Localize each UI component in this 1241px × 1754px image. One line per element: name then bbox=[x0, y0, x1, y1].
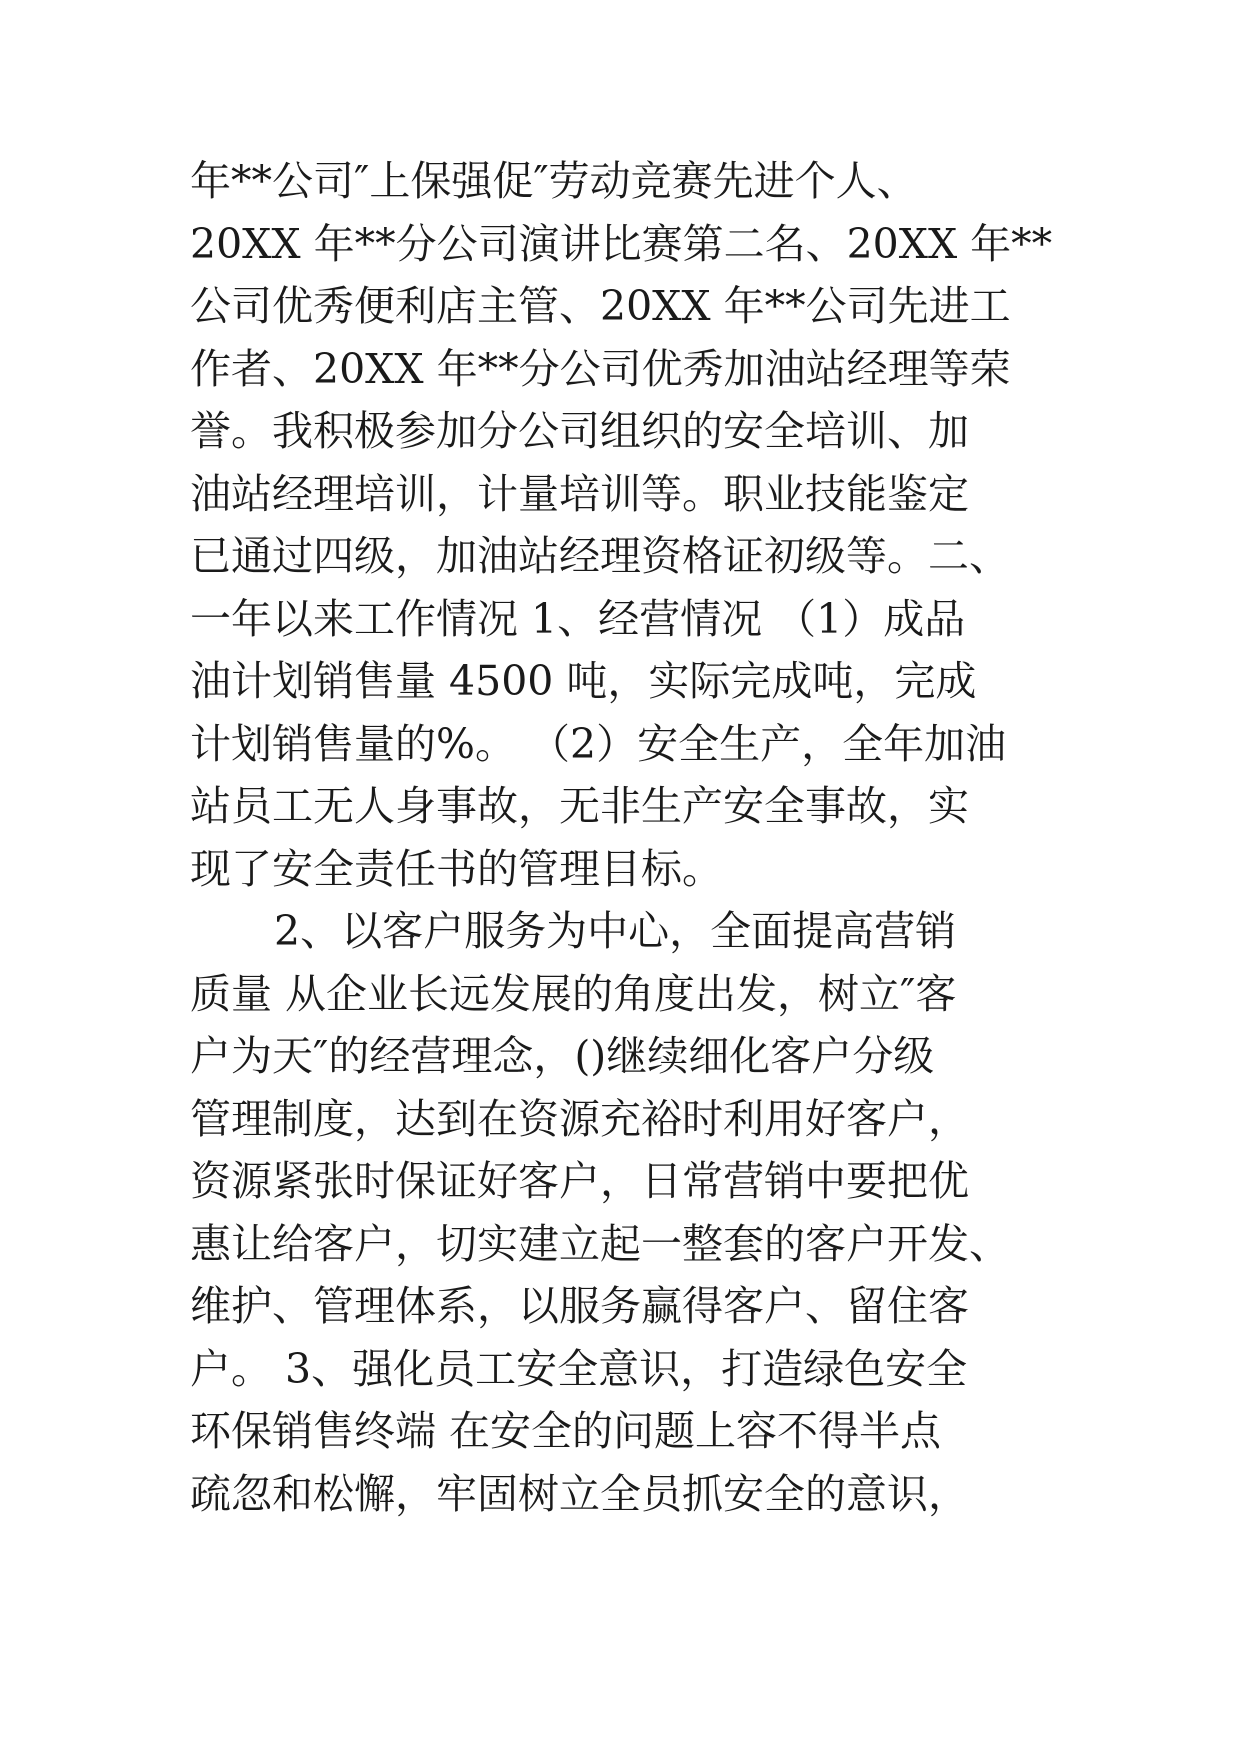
text-line: 惠让给客户，切实建立起一整套的客户开发、 bbox=[190, 1219, 1010, 1268]
text-line: 资源紧张时保证好客户，日常营销中要把优 bbox=[190, 1157, 969, 1205]
text-line: 质量 从企业长远发展的角度出发，树立″客 bbox=[190, 969, 957, 1018]
text-line: 20XX 年**分公司演讲比赛第二名、20XX 年** bbox=[190, 219, 1053, 268]
text-line: 环保销售终端 在安全的问题上容不得半点 bbox=[190, 1407, 942, 1455]
text-line: 维护、管理体系，以服务赢得客户、留住客 bbox=[190, 1282, 969, 1330]
text-line: 誉。我积极参加分公司组织的安全培训、加 bbox=[190, 407, 969, 455]
text-line: 一年以来工作情况 1、经营情况 （1）成品 bbox=[190, 594, 966, 643]
body-text bbox=[190, 150, 1070, 1525]
text-line: 油计划销售量 4500 吨，实际完成吨，完成 bbox=[190, 657, 977, 705]
text-line: 户。 3、强化员工安全意识，打造绿色安全 bbox=[190, 1344, 968, 1393]
text-line-indented: 2、以客户服务为中心，全面提高营销 bbox=[274, 907, 957, 955]
text-line: 油站经理培训，计量培训等。职业技能鉴定 bbox=[190, 469, 969, 518]
text-line: 作者、20XX 年**分公司优秀加油站经理等荣 bbox=[190, 344, 1011, 393]
text-line: 已通过四级，加油站经理资格证初级等。二、 bbox=[190, 532, 1010, 580]
text-line: 户为天″的经营理念，()继续细化客户分级 bbox=[190, 1032, 935, 1080]
text-line: 现了安全责任书的管理目标。 bbox=[190, 844, 723, 893]
text-line: 公司优秀便利店主管、20XX 年**公司先进工 bbox=[190, 282, 1011, 330]
text-line: 疏忽和松懈，牢固树立全员抓安全的意识， bbox=[190, 1469, 969, 1518]
text-line: 站员工无人身事故，无非生产安全事故，实 bbox=[190, 782, 969, 830]
text-line: 年**公司″上保强促″劳动竞赛先进个人、 bbox=[190, 157, 918, 205]
text-line: 管理制度，达到在资源充裕时利用好客户， bbox=[190, 1094, 969, 1143]
text-line: 计划销售量的%。 （2）安全生产，全年加油 bbox=[190, 719, 1007, 768]
